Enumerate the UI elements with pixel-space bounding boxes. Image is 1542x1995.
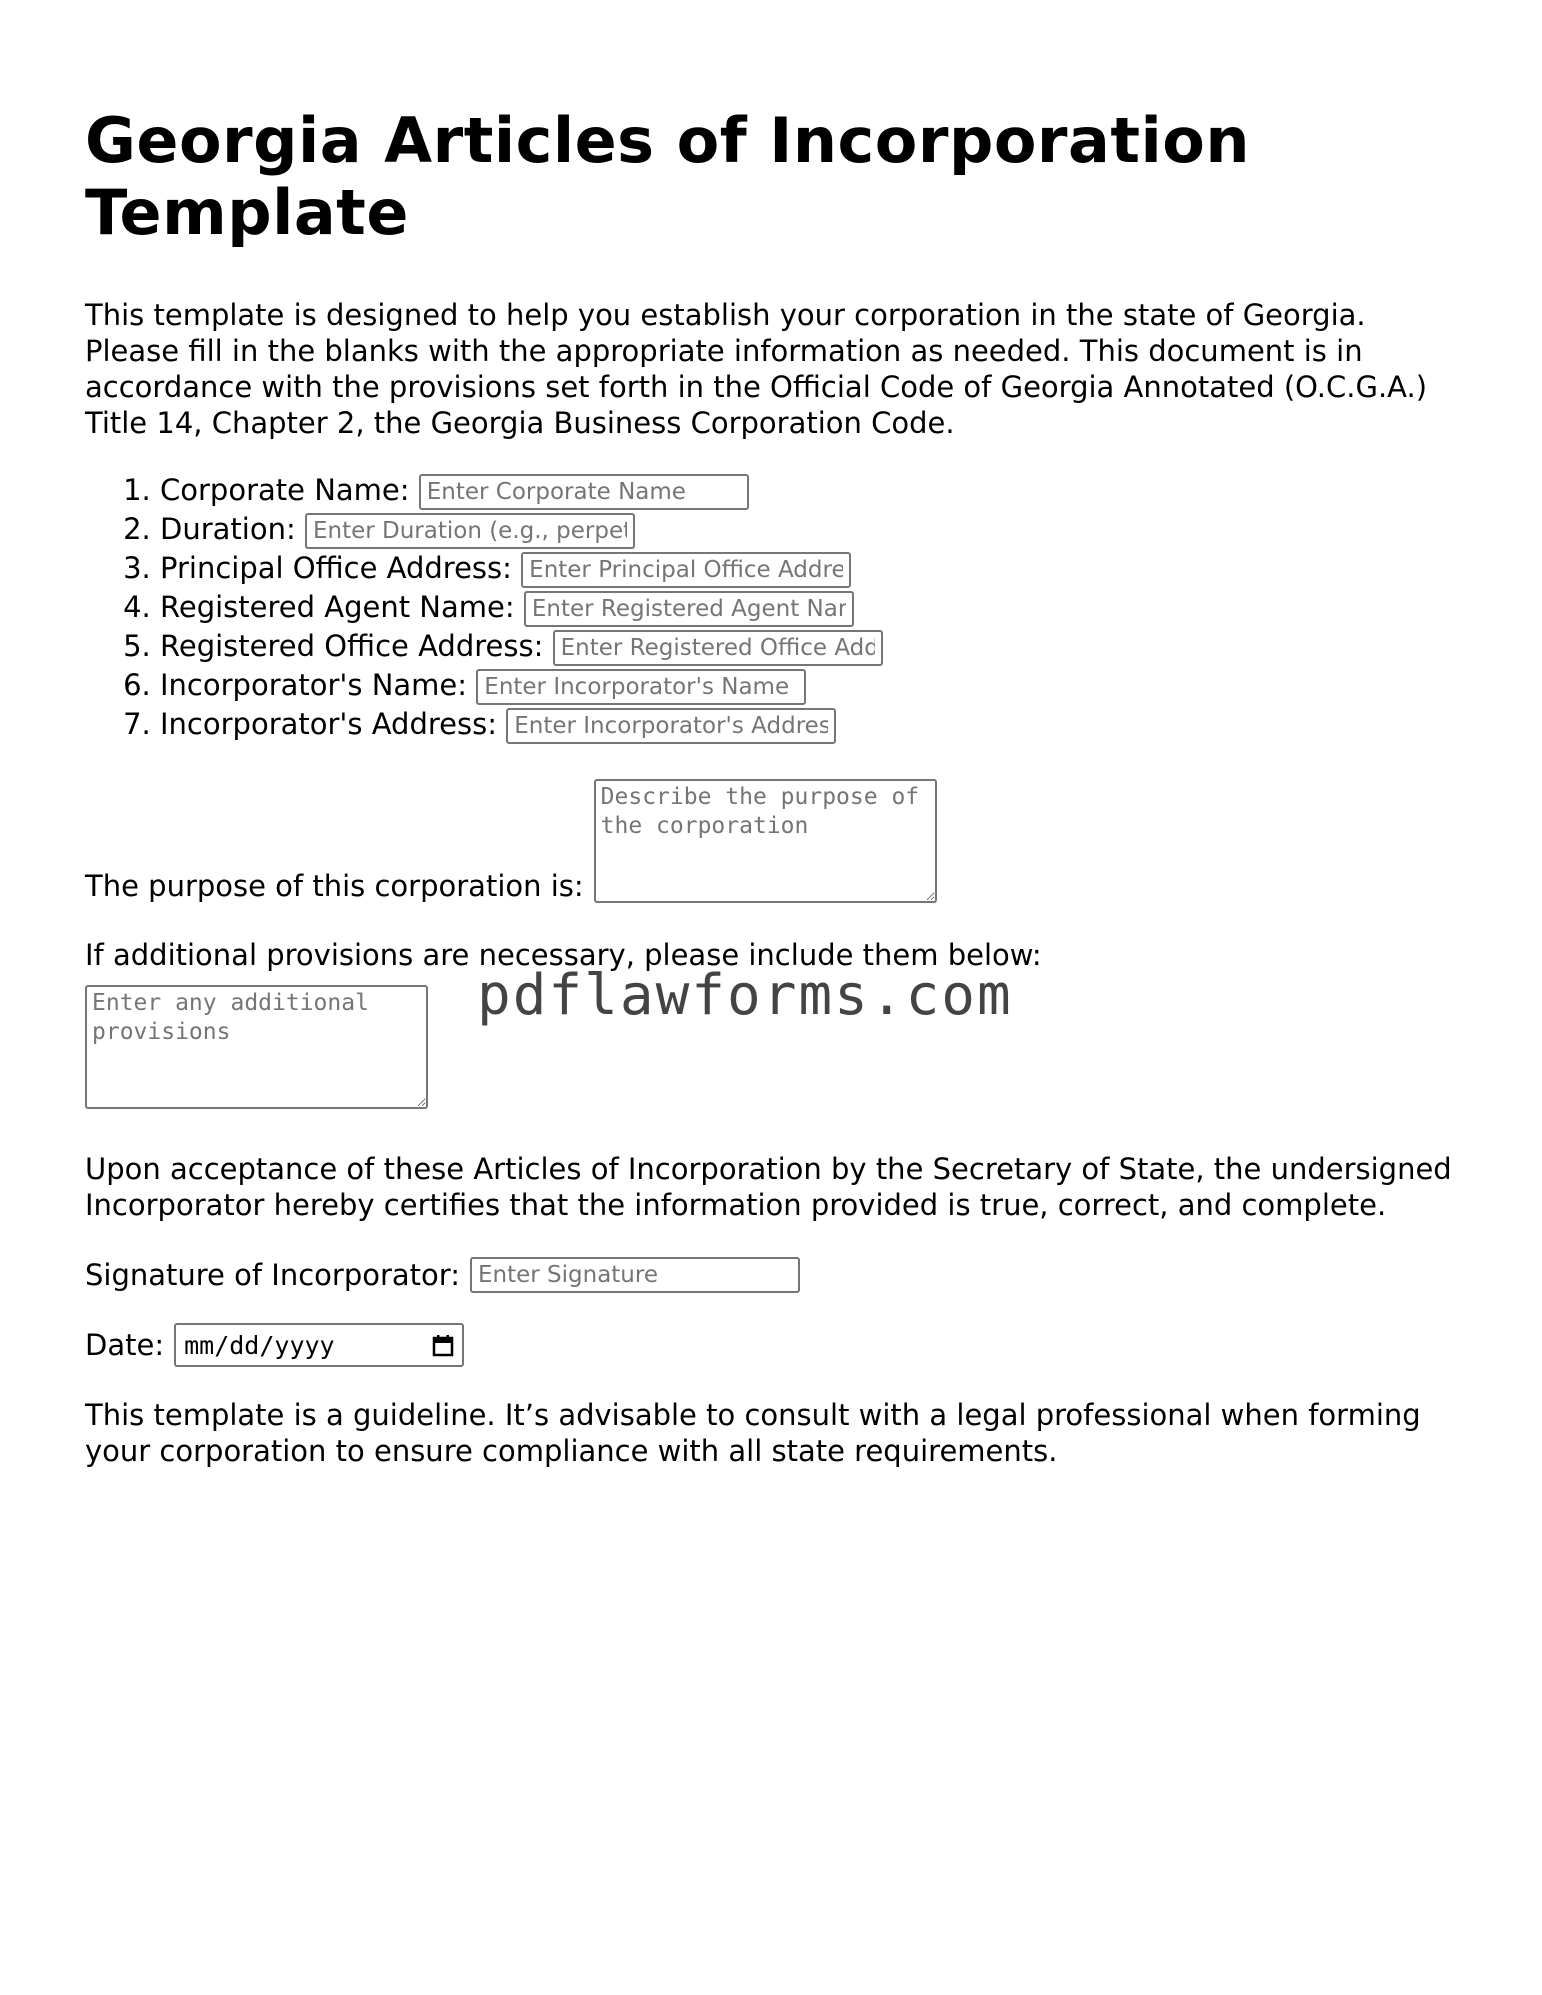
date-label: Date: [85, 1328, 165, 1362]
incorporator-address-input[interactable] [506, 708, 836, 744]
corporate-name-label: Corporate Name: [160, 473, 410, 507]
registered-agent-name-input[interactable] [524, 591, 854, 627]
provisions-wrap [85, 963, 1455, 1113]
watermark: pdflawforms.com [477, 963, 1013, 1028]
date-placeholder: mm/dd/yyyy [184, 1330, 335, 1360]
registered-office-address-input[interactable] [553, 630, 883, 666]
page-title: Georgia Articles of Incorporation Template [85, 104, 1250, 249]
principal-office-address-label: Principal Office Address: [160, 551, 512, 585]
provisions-label: If additional provisions are necessary, please include them below: [85, 938, 1042, 972]
incorporator-name-label: Incorporator's Name: [160, 668, 468, 702]
purpose-row [85, 779, 1455, 903]
form-page [85, 105, 1455, 1469]
purpose-textarea[interactable] [594, 779, 937, 903]
incorporator-address-label: Incorporator's Address: [160, 707, 497, 741]
list-item [160, 588, 1455, 627]
list-item [160, 510, 1455, 549]
duration-label: Duration: [160, 512, 296, 546]
list-item [160, 627, 1455, 666]
purpose-label: The purpose of this corporation is: [85, 869, 584, 903]
corporate-name-input[interactable] [419, 474, 749, 510]
duration-input[interactable] [305, 513, 635, 549]
signature-input[interactable] [470, 1257, 800, 1293]
principal-office-address-input[interactable] [521, 552, 851, 588]
provisions-textarea[interactable] [85, 985, 428, 1109]
date-row [85, 1323, 1455, 1367]
list-item [160, 471, 1455, 510]
field-list [85, 471, 1455, 744]
signature-label: Signature of Incorporator: [85, 1258, 460, 1292]
certification-paragraph: Upon acceptance of these Articles of Incorporation by the Secretary of State, the undersigned Incorporator hereby certifies that the information provided is true, correct, and complete. [85, 1152, 1452, 1222]
calendar-icon[interactable] [432, 1334, 454, 1356]
list-item [160, 705, 1455, 744]
incorporator-name-input[interactable] [476, 669, 806, 705]
registered-agent-name-label: Registered Agent Name: [160, 590, 515, 624]
list-item [160, 549, 1455, 588]
list-item [160, 666, 1455, 705]
closing-paragraph: This template is a guideline. It’s advisable to consult with a legal professional when forming your corporation to ensure compliance with all state requirements. [85, 1398, 1421, 1468]
date-input[interactable] [174, 1323, 464, 1367]
intro-paragraph: This template is designed to help you establish your corporation in the state of Georgia. Please fill in the blanks with the appropriate information as needed. This document is in accordance with the provisions set forth in the Official Code of Georgia Annotated (O.C.G.A.) Title 14, Chapter 2, the Georgia Business Corporation Code. [85, 298, 1428, 440]
signature-row [85, 1257, 1455, 1293]
registered-office-address-label: Registered Office Address: [160, 629, 544, 663]
